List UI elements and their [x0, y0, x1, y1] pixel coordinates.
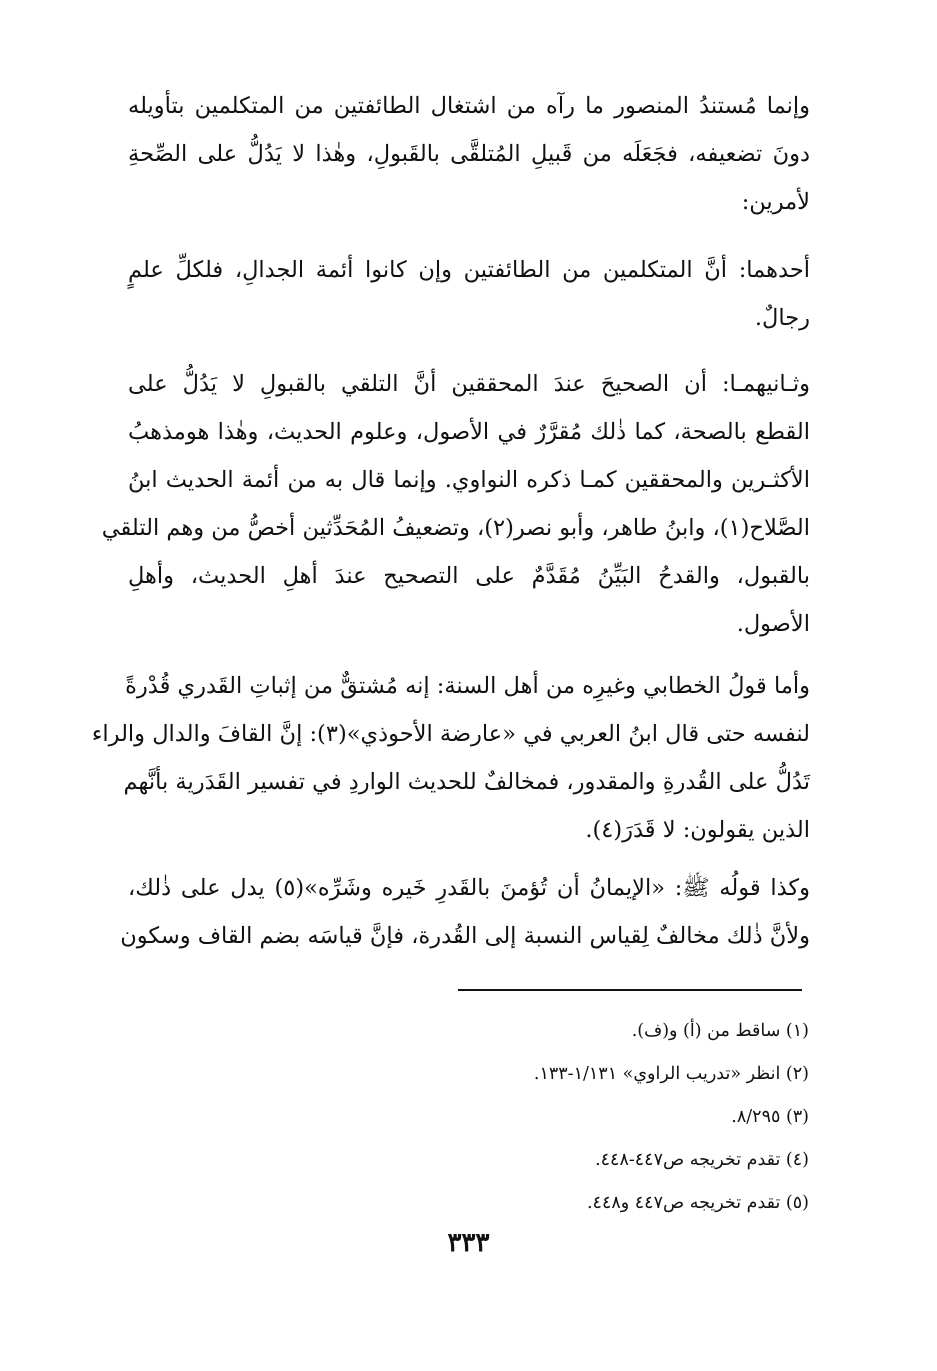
text-line: بالقبول، والقدحُ البَيِّنُ مُقَدَّمٌ على التصحيح عندَ أهلِ الحديث، وأهلِ	[128, 563, 810, 589]
text-line: وثـانيهمـا: أن الصحيحَ عندَ المحققين أنَّ التلقي بالقبولِ لا يَدُلُّ على	[128, 371, 810, 397]
text-line: وإنما مُستندُ المنصور ما رآه من اشتغال الطائفتين من المتكلمين بتأويله	[128, 93, 810, 119]
main-text	[91, 82, 810, 960]
text-line: ولأنَّ ذٰلك مخالفٌ لِقياس النسبة إلى القُدرة، فإنَّ قياسَه بضم القاف وسكون	[120, 923, 810, 949]
page-number: ٣٣٣	[447, 1228, 490, 1258]
footnote-2: (٢) انظر «تدريب الراوي» ١/١٣١-١٣٣.	[533, 1064, 809, 1084]
footnote-separator	[458, 989, 802, 991]
footnote-3: (٣) ٨/٢٩٥.	[731, 1107, 809, 1127]
paragraph-3	[101, 360, 810, 648]
text-line: لنفسه حتى قال ابنُ العربي في «عارضة الأحوذي»(٣): إنَّ القافَ والدال والراء	[91, 721, 810, 747]
text-line: الذين يقولون: لا قَدَرَ(٤).	[585, 817, 810, 843]
text-line: الأصول.	[736, 611, 810, 637]
paragraph-2	[128, 246, 810, 342]
paragraph-4	[91, 662, 810, 854]
text-line: وأما قولُ الخطابي وغيرِه من أهل السنة: إنه مُشتقٌّ من إثباتِ القَدري قُدْرةً	[125, 673, 810, 699]
text-line: الأكثـرين والمحققين كمـا ذكره النواوي. وإنما قال به من أئمة الحديث ابنُ	[128, 467, 810, 493]
text-line: وكذا قولُه ﷺ: «الإيمانُ أن تُؤمنَ بالقَدرِ خَيره وشَرِّه»(٥) يدل على ذٰلك،	[128, 875, 810, 901]
paragraph-1	[128, 82, 810, 226]
paragraph-5	[120, 864, 810, 960]
text-line: دونَ تضعيفه، فجَعَلَه من قَبيلِ المُتلقَّى بالقَبولِ، وهٰذا لا يَدُلُّ على الصِّحةِ	[128, 141, 810, 167]
text-line: رجالٌ.	[754, 305, 810, 331]
footnote-5: (٥) تقدم تخريجه ص٤٤٧ و٤٤٨.	[586, 1193, 809, 1213]
text-line: الصَّلاح(١)، وابنُ طاهر، وأبو نصر(٢)، وتضعيفُ المُحَدِّثين أخصُّ من وهم التلقي	[101, 515, 810, 541]
footnote-4: (٤) تقدم تخريجه ص٤٤٧-٤٤٨.	[595, 1150, 809, 1170]
footnotes	[309, 1010, 809, 1225]
text-line: تَدُلُّ على القُدرةِ والمقدور، فمخالفٌ للحديث الواردِ في تفسير القَدَرية بأنَّهم	[123, 769, 810, 795]
footnote-1: (١) ساقط من (أ) و(ف).	[631, 1021, 809, 1041]
text-line: أحدهما: أنَّ المتكلمين من الطائفتين وإن كانوا أئمة الجدالِ، فلكلِّ علمٍ	[128, 257, 810, 283]
text-line: القطع بالصحة، كما ذٰلك مُقرَّرٌ في الأصول، وعلوم الحديث، وهٰذا هومذهبُ	[128, 419, 810, 445]
text-line: لأمرين:	[741, 189, 810, 215]
